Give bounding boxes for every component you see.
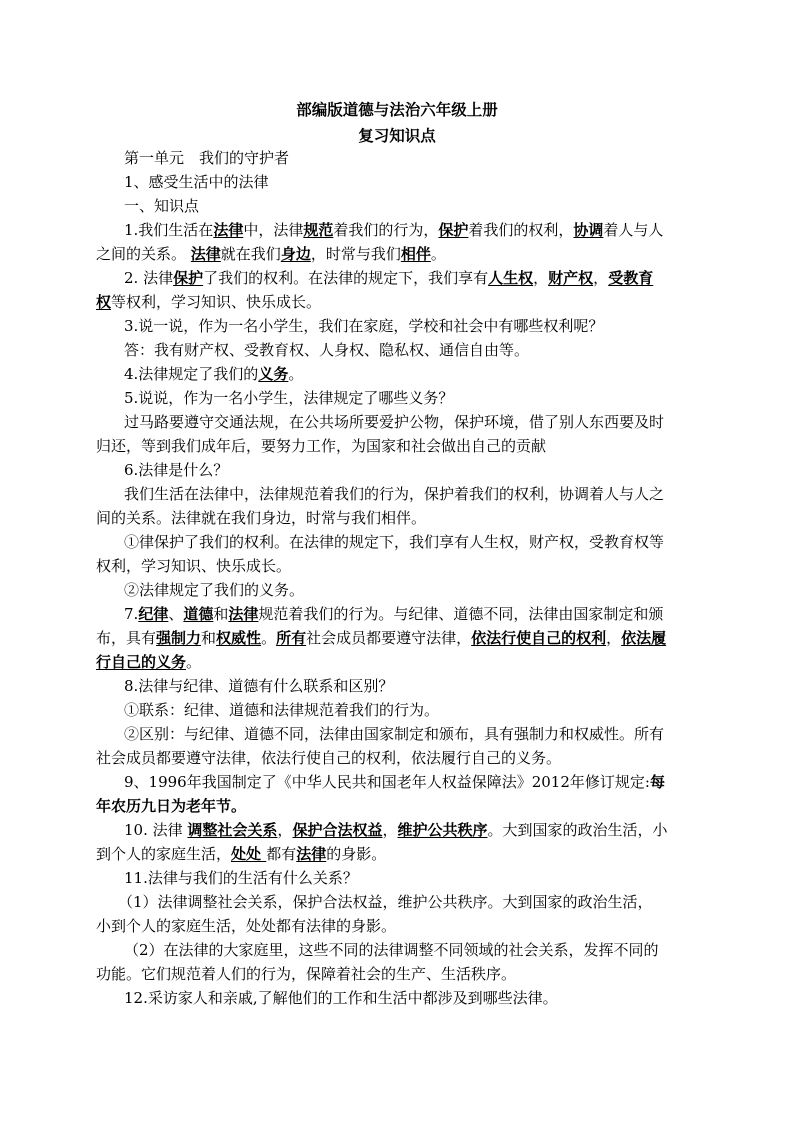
paragraph-9-line-2: 年农历九日为老年节。 (96, 797, 247, 815)
key-term: 纪律 (138, 605, 169, 623)
paragraph-9-line-1 (124, 772, 665, 794)
key-term: 保护 (173, 269, 204, 287)
text: 1.我们生活在 (124, 221, 214, 239)
paragraph-7-line-2 (96, 628, 666, 650)
key-term: 权 (96, 293, 112, 311)
answer-8-link: ①联系：纪律、道德和法律规范着我们的行为。 (124, 701, 440, 719)
key-term: 道德 (183, 605, 214, 623)
text: 规范着我们的行为。与纪律、道德不同，法律由国家制定和颁 (258, 605, 664, 623)
key-term: 维护公共秩序 (397, 821, 488, 839)
text: 着我们的行为， (333, 221, 439, 239)
text: 和 (213, 605, 229, 623)
text: 2. 法律 (124, 269, 174, 287)
text: 到个人的家庭生活， (96, 845, 232, 863)
text: 布，具有 (96, 629, 157, 647)
text: 了我们的权利。在法律的规定下，我们享有 (203, 269, 489, 287)
text: 、 (168, 605, 184, 623)
text: 10. 法律 (124, 821, 188, 839)
document-title: 部编版道德与法治六年级上册 (296, 100, 498, 119)
key-term: 法律 (296, 845, 327, 863)
paragraph-10-line-2 (96, 844, 386, 866)
paragraph-7-line-3 (96, 652, 201, 674)
answer-11-item-1-line-1: （1）法律调整社会关系，保护合法权益，维护公共秩序。大到国家的政治生活， (118, 893, 653, 911)
text: ， (606, 629, 622, 647)
answer-5-line-2: 归还，等到我们成年后，要努力工作，为国家和社会做出自己的贡献 (96, 437, 547, 455)
text: 4.法律规定了我们的 (124, 365, 259, 383)
text: ，时常与我们 (310, 245, 401, 263)
text: ， (382, 821, 398, 839)
subsection-heading: 一、知识点 (124, 197, 200, 215)
answer-6-item-1-line-1: ①律保护了我们的权利。在法律的规定下，我们享有人生权，财产权，受教育权等 (124, 533, 665, 551)
text: 都有 (266, 845, 297, 863)
text: ， (533, 269, 549, 287)
text: 着人与人 (603, 221, 664, 239)
paragraph-12: 12.采访家人和亲戚,了解他们的工作和生活中都涉及到哪些法律。 (124, 989, 558, 1007)
paragraph-10-line-1 (124, 820, 668, 842)
answer-11-item-2-line-1: （2）在法律的大家庭里，这些不同的法律调整不同领域的社会关系，发挥不同的 (124, 941, 659, 959)
text: 。 (288, 365, 304, 383)
answer-11-item-2-line-2: 功能。它们规范着人们的行为，保障着社会的生产、生活秩序。 (96, 965, 517, 983)
answer-8-diff-line-2: 社会成员都要遵守法律，依法行使自己的权利，依法履行自己的义务。 (96, 749, 562, 767)
question-5: 5.说说，作为一名小学生，法律规定了哪些义务？ (124, 389, 454, 407)
paragraph-4 (124, 364, 303, 386)
question-11: 11.法律与我们的生活有什么关系？ (124, 869, 358, 887)
text: 就在我们 (220, 245, 281, 263)
key-term: 强制力 (156, 629, 202, 647)
text: 之间的关系。 (96, 245, 191, 263)
key-term: 依法行使自己的权利 (471, 629, 607, 647)
key-term: 财产权 (548, 269, 594, 287)
answer-6-item-1-line-2: 权利，学习知识、快乐成长。 (96, 557, 292, 575)
answer-8-diff-line-1: ②区别：与纪律、道德不同，法律由国家制定和颁布，具有强制力和权威性。所有 (124, 725, 665, 743)
key-term: 义务 (258, 365, 289, 383)
text: 和 (201, 629, 217, 647)
section-heading: 1、感受生活中的法律 (124, 173, 269, 191)
key-term: 身边 (280, 245, 311, 263)
text: ， (277, 821, 293, 839)
unit-heading: 第一单元 我们的守护者 (124, 149, 290, 167)
paragraph-7-line-1 (124, 604, 663, 626)
text: 。 (186, 653, 202, 671)
answer-5-line-1: 过马路要遵守交通法规，在公共场所要爱护公物，保护环境，借了别人东西要及时 (124, 413, 665, 431)
text: 的身影。 (326, 845, 387, 863)
key-term: 法律 (190, 245, 221, 263)
text: 。 (261, 629, 277, 647)
text: ， (593, 269, 609, 287)
key-term: 人生权 (488, 269, 534, 287)
text: 9、1996年我国制定了《中华人民共和国老年人权益保障法》2012年修订规定: (124, 773, 650, 791)
document-subtitle: 复习知识点 (358, 126, 436, 145)
text: 。大到国家的政治生活，小 (487, 821, 668, 839)
key-term: 每 (649, 773, 665, 791)
paragraph-2-line-1 (124, 268, 653, 290)
paragraph-1-line-1 (124, 220, 663, 242)
key-term: 依法履 (621, 629, 667, 647)
text: 。 (430, 245, 446, 263)
text: 着我们的权利， (468, 221, 574, 239)
text: 中，法律 (243, 221, 304, 239)
key-term: 所有 (276, 629, 307, 647)
answer-6-line-1: 我们生活在法律中，法律规范着我们的行为，保护着我们的权利，协调着人与人之 (124, 485, 665, 503)
key-term: 规范 (303, 221, 334, 239)
paragraph-2-line-2 (96, 292, 321, 314)
answer-6-line-2: 间的关系。法律就在我们身边，时常与我们相伴。 (96, 509, 427, 527)
answer-6-item-2: ②法律规定了我们的义务。 (124, 581, 305, 599)
key-term: 协调 (573, 221, 604, 239)
answer-3: 答：我有财产权、受教育权、人身权、隐私权、通信自由等。 (124, 341, 530, 359)
text: 社会成员都要遵守法律， (306, 629, 472, 647)
key-term: 行自己的义务 (96, 653, 187, 671)
answer-11-item-1-line-2: 小到个人的家庭生活，处处都有法律的身影。 (96, 917, 397, 935)
key-term: 保护 (438, 221, 469, 239)
key-term: 受教育 (608, 269, 654, 287)
key-term: 相伴 (400, 245, 431, 263)
key-term: 调整社会关系 (187, 821, 278, 839)
text: 等权利，学习知识、快乐成长。 (111, 293, 322, 311)
key-term: 权威性 (216, 629, 262, 647)
paragraph-1-line-2 (96, 244, 446, 266)
key-term: 法律 (213, 221, 244, 239)
question-8: 8.法律与纪律、道德有什么联系和区别？ (124, 677, 394, 695)
text: 7. (124, 605, 139, 623)
question-6: 6.法律是什么？ (124, 461, 229, 479)
key-term: 处处 (231, 845, 267, 863)
key-term: 法律 (228, 605, 259, 623)
key-term: 保护合法权益 (292, 821, 383, 839)
question-3: 3.说一说，作为一名小学生，我们在家庭，学校和社会中有哪些权利呢？ (124, 317, 604, 335)
